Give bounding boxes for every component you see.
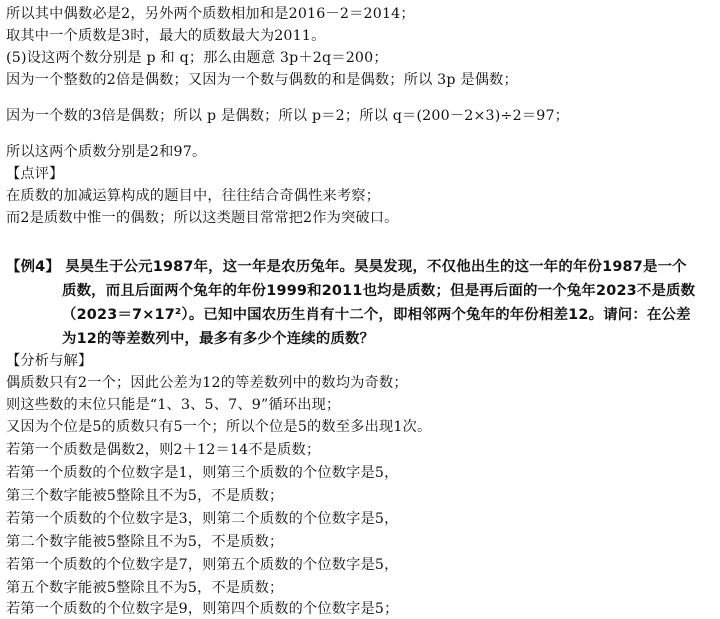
text-line: 因为一个整数的2倍是偶数；又因为一个数与偶数的和是偶数；所以 3p 是偶数； (6, 72, 518, 88)
text-line: 则这些数的末位只能是“1、3、5、7、9”循环出现； (6, 397, 341, 413)
section-heading: 【点评】 (6, 166, 64, 182)
example-line: 【例4】 昊昊生于公元1987年，这一年是农历兔年。昊昊发现，不仅他出生的这一年的年份1987是一个 (6, 259, 687, 275)
example-line: 质数，而且后面两个兔年的年份1999和2011也均是质数；但是再后面的一个兔年2023不是质数 (62, 283, 696, 299)
text-line: 第二个数字能被5整除且不为5，不是质数； (6, 534, 284, 550)
text-line: 若第一个质数的个位数字是9，则第四个质数的个位数字是5； (6, 601, 399, 617)
text-line: (5)设这两个数分别是 p 和 q；那么由题意 3p＋2q＝200； (6, 50, 388, 66)
text-line: 若第一个质数的个位数字是3，则第二个质数的个位数字是5， (6, 511, 399, 527)
text-line: 第五个数字能被5整除且不为5，不是质数； (6, 580, 284, 596)
example-line: （2023＝7×17²）。已知中国农历生肖有十二个，即相邻两个兔年的年份相差12。请问：在公差 (62, 307, 691, 323)
text-line: 而2是质数中惟一的偶数；所以这类题目常常把2作为突破口。 (6, 210, 399, 226)
text-line: 若第一个质数的个位数字是7，则第五个质数的个位数字是5， (6, 557, 399, 573)
text-line: 若第一个质数是偶数2，则2＋12＝14不是质数； (6, 442, 321, 458)
text-line: 偶质数只有2一个；因此公差为12的等差数列中的数均为奇数； (6, 375, 408, 391)
text-line: 所以这两个质数分别是2和97。 (6, 144, 207, 160)
text-line: 在质数的加减运算构成的题目中，往往结合奇偶性来考察； (6, 188, 381, 204)
text-line: 因为一个数的3倍是偶数；所以 p 是偶数；所以 p＝2；所以 q＝(200－2×3)÷2＝97； (6, 108, 570, 124)
text-line: 取其中一个质数是3时，最大的质数最大为2011。 (6, 28, 326, 44)
example-line: 为12的等差数列中，最多有多少个连续的质数？ (62, 331, 375, 347)
section-heading: 【分析与解】 (6, 353, 93, 369)
text-line: 第三个数字能被5整除且不为5，不是质数； (6, 488, 284, 504)
text-line: 所以其中偶数必是2，另外两个质数相加和是2016－2＝2014； (6, 6, 415, 22)
text-line: 若第一个质数的个位数字是1，则第三个质数的个位数字是5， (6, 465, 399, 481)
text-line: 又因为个位是5的质数只有5一个；所以个位是5的数至多出现1次。 (6, 419, 432, 435)
